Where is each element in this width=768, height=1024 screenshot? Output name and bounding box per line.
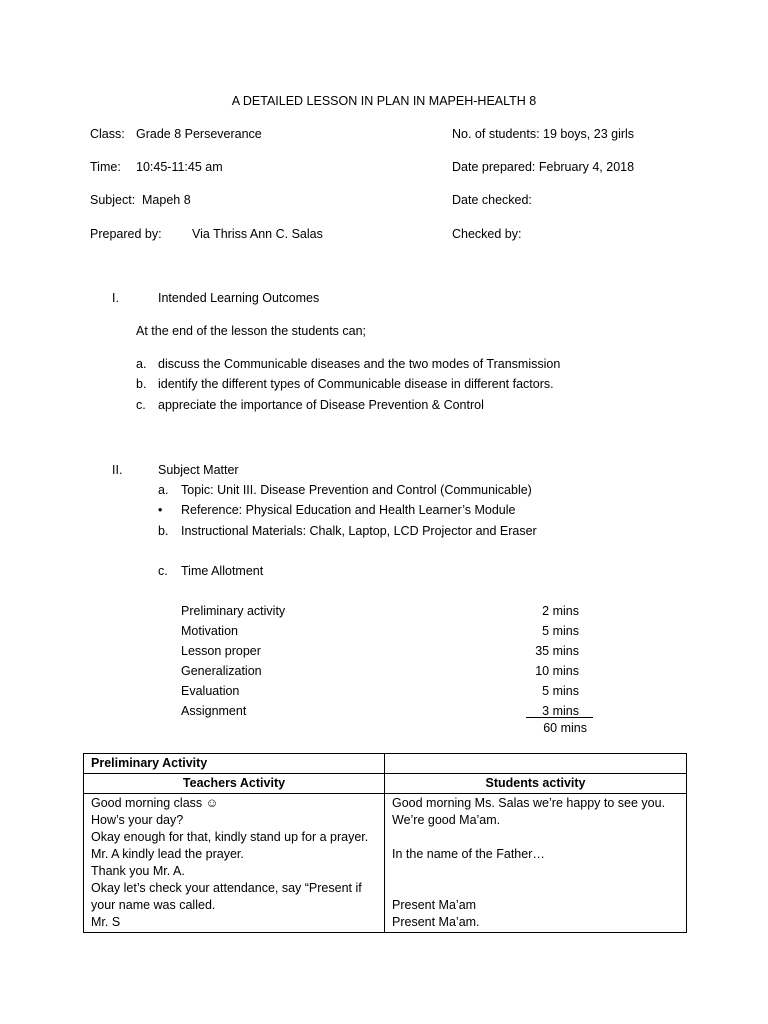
prepared-by-value: Via Thriss Ann C. Salas <box>192 227 323 241</box>
allotment-activity: Evaluation <box>181 684 240 698</box>
section1-numeral: I. <box>112 291 119 305</box>
student-line <box>392 829 679 846</box>
outcome-text: discuss the Communicable diseases and the two modes of Transmission <box>158 357 561 371</box>
subject-item-text: Reference: Physical Education and Health Learner’s Module <box>181 503 516 517</box>
teacher-line: Thank you Mr. A. <box>91 864 185 878</box>
students-activity-header: Students activity <box>385 774 687 794</box>
checked-by: Checked by: <box>452 227 522 241</box>
subject-label: Subject: <box>90 193 136 207</box>
student-line: Good morning Ms. Salas we’re happy to see you. <box>392 796 666 810</box>
student-line: We’re good Ma’am. <box>392 813 501 827</box>
date-prepared: Date prepared: February 4, 2018 <box>452 160 635 174</box>
subject-item-text: Topic: Unit III. Disease Prevention and Control (Communicable) <box>181 483 532 497</box>
allotment-duration: 35 mins <box>535 644 579 658</box>
class-label: Class: <box>90 127 125 141</box>
allotment-activity: Preliminary activity <box>181 604 286 618</box>
table-header-row <box>84 774 687 794</box>
teacher-line: Mr. S <box>91 915 121 929</box>
section1-intro: At the end of the lesson the students can; <box>136 324 367 338</box>
teacher-line: Okay enough for that, kindly stand up for a prayer. <box>91 830 369 844</box>
teacher-line: your name was called. <box>91 898 216 912</box>
student-dialogue-cell <box>385 794 687 933</box>
date-checked: Date checked: <box>452 193 532 207</box>
table-title-row <box>84 754 687 774</box>
allotment-duration: 2 mins <box>542 604 579 618</box>
student-line <box>392 863 679 880</box>
allotment-total: 60 mins <box>543 721 587 735</box>
student-line <box>392 880 679 897</box>
subject-value: Mapeh 8 <box>142 193 191 207</box>
student-line: Present Ma’am. <box>392 915 480 929</box>
teacher-line: Mr. A kindly lead the prayer. <box>91 847 244 861</box>
allotment-activity: Lesson proper <box>181 644 261 658</box>
allotment-activity: Motivation <box>181 624 238 638</box>
student-line: Present Ma’am <box>392 898 477 912</box>
table-body-row <box>84 794 687 933</box>
preliminary-activity-table <box>83 753 687 933</box>
table-empty-cell <box>385 754 687 774</box>
teachers-activity-header: Teachers Activity <box>84 774 385 794</box>
time-allotment-marker: c. <box>158 564 168 578</box>
time-value: 10:45-11:45 am <box>136 160 223 174</box>
subject-item-text: Instructional Materials: Chalk, Laptop, LCD Projector and Eraser <box>181 524 537 538</box>
allotment-duration: 10 mins <box>535 664 579 678</box>
prepared-by-label: Prepared by: <box>90 227 162 241</box>
allotment-activity: Generalization <box>181 664 262 678</box>
teacher-dialogue-cell <box>84 794 385 933</box>
outcome-marker: b. <box>136 377 147 391</box>
teacher-line: Good morning class ☺ <box>91 796 219 810</box>
student-line: In the name of the Father… <box>392 847 545 861</box>
allotment-duration: 5 mins <box>542 624 579 638</box>
document-title: A DETAILED LESSON IN PLAN IN MAPEH-HEALTH 8 <box>231 94 537 108</box>
table-section-title: Preliminary Activity <box>84 754 385 774</box>
total-divider <box>526 717 593 718</box>
allotment-duration: 3 mins <box>542 704 579 718</box>
teacher-line: How’s your day? <box>91 813 184 827</box>
time-allotment-label: Time Allotment <box>181 564 264 578</box>
outcome-marker: c. <box>136 398 146 412</box>
outcome-text: identify the different types of Communicable disease in different factors. <box>158 377 554 391</box>
outcome-text: appreciate the importance of Disease Prevention & Control <box>158 398 484 412</box>
outcome-marker: a. <box>136 357 147 371</box>
class-value: Grade 8 Perseverance <box>136 127 262 141</box>
teacher-line: Okay let’s check your attendance, say “Present if <box>91 881 362 895</box>
students-count: No. of students: 19 boys, 23 girls <box>452 127 635 141</box>
subject-item-marker: b. <box>158 524 169 538</box>
section2-heading: Subject Matter <box>158 463 239 477</box>
allotment-duration: 5 mins <box>542 684 579 698</box>
subject-item-marker: • <box>158 503 163 517</box>
allotment-activity: Assignment <box>181 704 247 718</box>
section1-heading: Intended Learning Outcomes <box>158 291 320 305</box>
time-label: Time: <box>90 160 121 174</box>
subject-item-marker: a. <box>158 483 169 497</box>
section2-numeral: II. <box>112 463 123 477</box>
